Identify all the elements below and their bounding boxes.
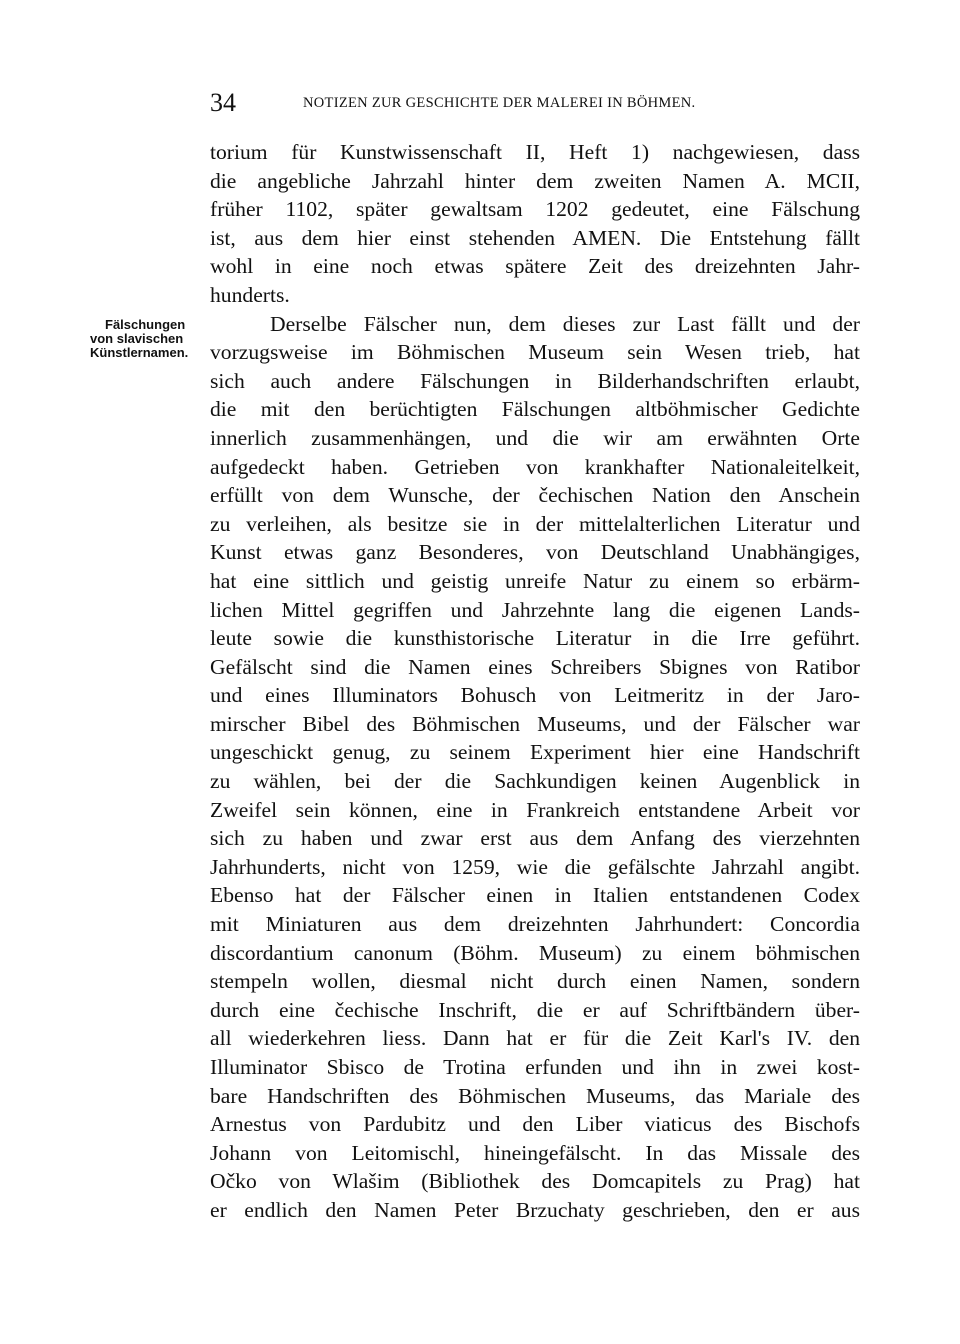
text-line: Arnestus von Pardubitz und den Liber viaticus des Bischofs — [210, 1112, 860, 1137]
body-text — [210, 138, 860, 1225]
text-line: stempeln wollen, diesmal nicht durch einen Namen, sondern — [210, 969, 860, 994]
page-number: 34 — [210, 88, 236, 117]
text-line: torium für Kunstwissenschaft II, Heft 1) nachgewiesen, dass — [210, 140, 860, 164]
marginal-note-line: von slavischen — [90, 331, 184, 346]
text-line: Ebenso hat der Fälscher einen in Italien entstandenen Codex — [210, 883, 860, 908]
marginal-note-line: Künstlernamen. — [90, 345, 189, 360]
text-line: all wiederkehren liess. Dann hat er für die Zeit Karl's IV. den — [210, 1026, 860, 1051]
page-header — [210, 88, 860, 118]
text-line: früher 1102, später gewaltsam 1202 gedeutet, eine Fälschung — [210, 197, 860, 222]
text-line: hat eine sittlich und geistig unreife Natur zu einem so erbärm- — [210, 568, 860, 593]
text-line: innerlich zusammenhängen, und die wir am erwähnten Orte — [210, 425, 860, 450]
text-line: die angebliche Jahrzahl hinter dem zweiten Namen A. MCII, — [210, 168, 860, 193]
text-line: zu verleihen, als besitze sie in der mittelalterlichen Literatur und — [210, 511, 860, 536]
text-line: Illuminator Sbisco de Trotina erfunden und ihn in zwei kost- — [210, 1055, 860, 1079]
text-line: sich zu haben und zwar erst aus dem Anfang des vierzehnten — [210, 826, 860, 851]
text-line: Jahrhunderts, nicht von 1259, wie die gefälschte Jahrzahl angibt. — [210, 854, 860, 879]
text-line: er endlich den Namen Peter Brzuchaty geschrieben, den er aus — [210, 1197, 860, 1222]
text-line: zu wählen, bei der die Sachkundigen keinen Augenblick in — [210, 769, 860, 794]
text-line: bare Handschriften des Böhmischen Museums, das Mariale des — [210, 1083, 860, 1108]
marginal-note-line: Fälschungen — [105, 317, 186, 332]
text-line: Derselbe Fälscher nun, dem dieses zur Last fällt und der — [270, 311, 860, 336]
text-line: aufgedeckt haben. Getrieben von krankhafter Nationaleitelkeit, — [210, 454, 860, 479]
text-line: sich auch andere Fälschungen in Bilderhandschriften erlaubt, — [210, 368, 860, 393]
text-line: erfüllt von dem Wunsche, der čechischen Nation den Anschein — [210, 483, 860, 508]
text-line: Johann von Leitomischl, hineingefälscht. In das Missale des — [210, 1140, 860, 1165]
text-line: ist, aus dem hier einst stehenden AMEN. Die Entstehung fällt — [210, 225, 860, 250]
text-line: leute sowie die kunsthistorische Literatur in die Irre geführt. — [210, 626, 860, 651]
text-line: mirscher Bibel des Böhmischen Museums, und der Fälscher war — [210, 711, 860, 736]
text-line: Zweifel sein können, eine in Frankreich entstandene Arbeit vor — [210, 797, 860, 822]
text-line: discordantium canonum (Böhm. Museum) zu einem böhmischen — [210, 940, 860, 965]
marginal-note — [90, 318, 210, 360]
text-line: wohl in eine noch etwas spätere Zeit des dreizehnten Jahr- — [210, 254, 860, 279]
text-line: und eines Illuminators Bohusch von Leitmeritz in der Jaro- — [210, 683, 860, 708]
text-line: Očko von Wlašim (Bibliothek des Domcapitels zu Prag) hat — [210, 1169, 860, 1194]
text-line: ungeschickt genug, zu seinem Experiment hier eine Handschrift — [210, 740, 860, 765]
text-line: durch eine čechische Inschrift, die er auf Schriftbändern über- — [210, 997, 860, 1022]
text-line: hunderts. — [210, 282, 290, 307]
text-line: vorzugsweise im Böhmischen Museum sein Wesen trieb, hat — [210, 340, 860, 365]
text-line: Gefälscht sind die Namen eines Schreibers Sbignes von Ratibor — [210, 654, 860, 679]
running-title: NOTIZEN ZUR GESCHICHTE DER MALEREI IN BÖHMEN. — [303, 95, 696, 111]
text-line: lichen Mittel gegriffen und Jahrzehnte lang die eigenen Lands- — [210, 597, 860, 622]
text-line: mit Miniaturen aus dem dreizehnten Jahrhundert: Concordia — [210, 912, 860, 937]
text-line: die mit den berüchtigten Fälschungen altböhmischer Gedichte — [210, 397, 860, 422]
text-line: Kunst etwas ganz Besonderes, von Deutschland Unabhängiges, — [210, 540, 860, 565]
